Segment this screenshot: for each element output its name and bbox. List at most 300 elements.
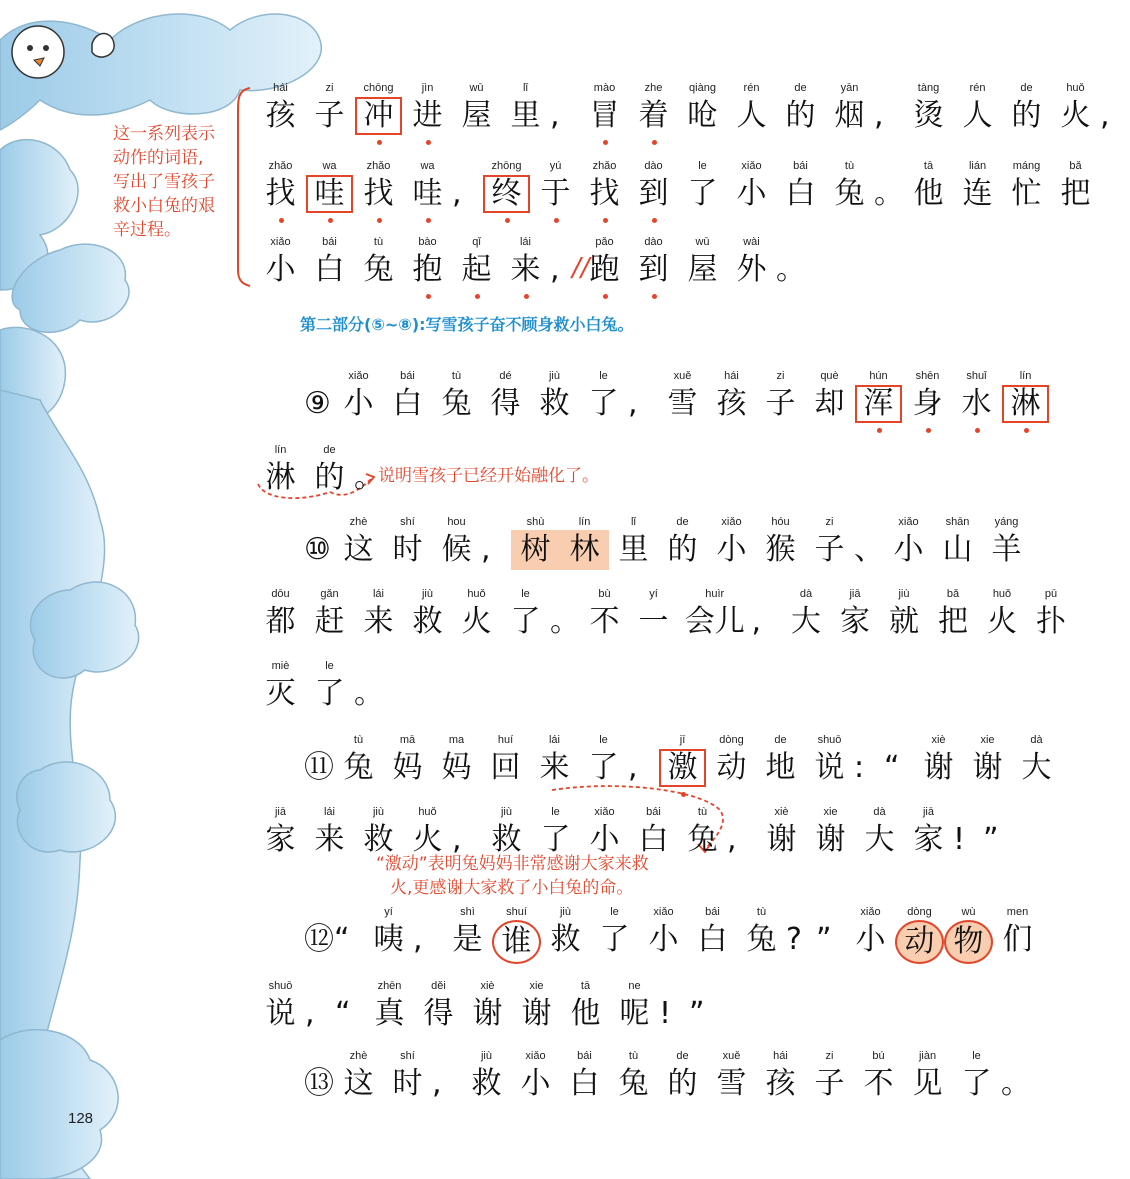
punctuation: ! <box>953 822 966 857</box>
punctuation: , <box>628 750 638 785</box>
emphasis-dot <box>554 218 559 223</box>
hanzi: 得 <box>423 996 454 1031</box>
hanzi: 冒 <box>589 98 620 133</box>
emphasis-dot <box>603 294 608 299</box>
emphasis-dot <box>877 428 882 433</box>
pinyin: lǐ <box>631 516 636 528</box>
hanzi: 了 <box>510 604 541 639</box>
hanzi: 动 <box>895 920 944 964</box>
hanzi: 见 <box>912 1066 943 1101</box>
hanzi: 树 <box>511 530 560 570</box>
punctuation: , <box>751 604 762 639</box>
hanzi: 激 <box>658 748 707 788</box>
hanzi: 谢 <box>972 750 1003 785</box>
pinyin: chōng <box>363 82 394 94</box>
hanzi: 来 <box>363 604 394 639</box>
pinyin: lái <box>323 806 335 818</box>
pinyin: jiā <box>849 588 861 600</box>
pinyin: zhǎo <box>366 160 391 172</box>
pinyin: wù <box>961 906 976 918</box>
section-heading: 第二部分(⑤~⑧):写雪孩子奋不顾身救小白兔。 <box>300 315 634 334</box>
pinyin: bào <box>418 236 437 248</box>
hanzi: 雪 <box>716 1066 747 1101</box>
pinyin: qǐ <box>472 236 481 248</box>
hanzi: 候 <box>441 532 472 567</box>
hanzi: 的 <box>785 98 816 133</box>
pinyin: bái <box>793 160 808 172</box>
pinyin: pū <box>1044 588 1058 600</box>
hanzi: 大 <box>1021 750 1052 785</box>
hanzi: 呢 <box>619 996 650 1031</box>
hanzi: 淋 <box>1001 384 1050 424</box>
pinyin: tù <box>756 906 767 918</box>
emphasis-dot <box>328 218 333 223</box>
hanzi: 哇 <box>305 174 354 214</box>
hanzi: 是 <box>452 922 483 957</box>
punctuation: “ <box>884 750 900 785</box>
punctuation: , <box>452 176 462 211</box>
hanzi: 了 <box>540 822 571 857</box>
punctuation: ” <box>689 996 705 1031</box>
pinyin: rén <box>743 82 760 94</box>
pinyin: zhēn <box>377 980 402 992</box>
pinyin: huǒ <box>418 806 437 818</box>
note-line: 写出了雪孩子 <box>113 172 215 192</box>
hanzi: 子 <box>314 98 345 133</box>
hanzi: 来 <box>314 822 345 857</box>
hanzi: 兔 <box>441 386 472 421</box>
hanzi: 火 <box>1060 98 1091 133</box>
hanzi: 真 <box>374 996 405 1031</box>
pinyin: shēn <box>915 370 940 382</box>
hanzi: 咦 <box>373 922 404 957</box>
hanzi: 这 <box>343 1066 374 1101</box>
punctuation: “ <box>335 996 351 1031</box>
hanzi: 大 <box>791 604 821 639</box>
pinyin: shuō <box>817 734 842 746</box>
hanzi: 就 <box>889 604 919 639</box>
pinyin: wài <box>743 236 760 248</box>
hanzi: 小 <box>648 922 679 957</box>
pinyin: bú <box>872 1050 885 1062</box>
pinyin: wa <box>322 160 337 172</box>
punctuation: 。 <box>354 676 384 711</box>
pinyin: xiǎo <box>348 370 369 382</box>
pinyin: wa <box>420 160 435 172</box>
pinyin: dōu <box>271 588 290 600</box>
hanzi: 兔 <box>687 822 718 857</box>
emphasis-dot <box>377 140 382 145</box>
pinyin: bái <box>400 370 415 382</box>
hanzi: 里 <box>618 532 649 567</box>
pinyin: shuí <box>506 906 527 918</box>
hanzi: 救 <box>363 822 394 857</box>
pinyin: zhǎo <box>592 160 617 172</box>
note-line: 动作的词语, <box>113 148 204 168</box>
pinyin: le <box>610 906 619 918</box>
pinyin: le <box>325 660 334 672</box>
pinyin: xiǎo <box>525 1050 546 1062</box>
pinyin: le <box>599 370 608 382</box>
pinyin: huǒ <box>467 588 486 600</box>
hanzi: 时 <box>392 532 423 567</box>
pinyin: huǒ <box>992 588 1012 600</box>
hanzi: 了 <box>961 1066 992 1101</box>
hanzi: 来 <box>510 252 541 287</box>
pinyin: shì <box>460 906 475 918</box>
emphasis-dot <box>505 218 510 223</box>
hanzi: 妈 <box>392 750 423 785</box>
hanzi: 赶 <box>314 604 345 639</box>
hanzi: 水 <box>961 386 992 421</box>
punctuation: , <box>550 252 560 287</box>
pinyin: shuǐ <box>966 370 987 382</box>
pinyin: hou <box>447 516 466 528</box>
pinyin: zhè <box>349 516 368 528</box>
punctuation: , <box>413 922 423 957</box>
hanzi: 救 <box>471 1066 502 1101</box>
pinyin: yí <box>649 588 658 600</box>
hanzi: 得 <box>490 386 521 421</box>
pinyin: lián <box>968 160 987 172</box>
pinyin: děi <box>431 980 446 992</box>
pinyin: tù <box>697 806 708 818</box>
melting-note: 说明雪孩子已经开始融化了。 <box>378 466 599 486</box>
pinyin: lín <box>274 444 287 456</box>
hanzi: 会儿 <box>684 604 745 639</box>
pinyin: zi <box>776 370 785 382</box>
punctuation: ? <box>786 922 802 957</box>
hanzi: 子 <box>814 532 845 567</box>
pinyin: tā <box>580 980 591 992</box>
hanzi: 白 <box>638 822 669 857</box>
hanzi: 谢 <box>472 996 503 1031</box>
pinyin: de <box>676 1050 689 1062</box>
pinyin: jiù <box>898 588 910 600</box>
hanzi: 兔 <box>343 750 374 785</box>
hanzi: 白 <box>785 176 816 211</box>
pinyin: xie <box>823 806 838 818</box>
pinyin: shuō <box>268 980 293 992</box>
pinyin: dòng <box>719 734 744 746</box>
pinyin: le <box>599 734 608 746</box>
pinyin: bǎ <box>946 588 960 600</box>
hanzi: 子 <box>765 386 796 421</box>
pinyin: jiù <box>548 370 560 382</box>
punctuation: , <box>1100 98 1110 133</box>
pinyin: xiǎo <box>721 516 742 528</box>
pinyin: xiè <box>480 980 495 992</box>
hanzi: 连 <box>962 176 993 211</box>
pinyin: jiā <box>922 806 934 818</box>
pinyin: jī <box>679 734 686 746</box>
punctuation: : <box>854 750 865 785</box>
hanzi: 们 <box>1002 922 1033 957</box>
hanzi: 到 <box>638 252 669 287</box>
pinyin: rén <box>969 82 986 94</box>
hanzi: 白 <box>314 252 345 287</box>
pinyin: dà <box>873 806 886 818</box>
hanzi: 屋 <box>461 98 492 133</box>
pinyin: wū <box>469 82 484 94</box>
pinyin: bái <box>646 806 661 818</box>
pinyin: jiù <box>480 1050 492 1062</box>
emphasis-dot <box>1024 428 1029 433</box>
punctuation: ” <box>983 822 999 857</box>
punctuation: , <box>550 98 560 133</box>
hanzi: 屋 <box>687 252 718 287</box>
note-line: 这一系列表示 <box>113 124 215 144</box>
pinyin: bǎ <box>1069 160 1082 172</box>
pinyin: dé <box>499 370 512 382</box>
hanzi: 谁 <box>492 920 541 964</box>
emphasis-dot <box>652 218 657 223</box>
hanzi: 的 <box>314 460 345 495</box>
pinyin: gǎn <box>320 588 339 600</box>
punctuation: ⑩ <box>304 532 331 567</box>
hanzi: 子 <box>814 1066 845 1101</box>
pinyin: xuě <box>722 1050 741 1062</box>
hanzi: 找 <box>363 176 394 211</box>
punctuation: , <box>432 1066 442 1101</box>
hanzi: 不 <box>589 604 620 639</box>
hanzi: 林 <box>560 530 609 570</box>
hanzi: 救 <box>412 604 443 639</box>
hanzi: 兔 <box>834 176 865 211</box>
pinyin: huǒ <box>1066 82 1085 94</box>
hanzi: 的 <box>667 1066 698 1101</box>
hanzi: 地 <box>765 750 796 785</box>
note-line: “激动”表明兔妈妈非常感谢大家来救 <box>376 854 649 874</box>
pinyin: le <box>551 806 560 818</box>
pinyin: miè <box>271 660 290 672</box>
hanzi: 猴 <box>765 532 796 567</box>
hanzi: 人 <box>962 98 993 133</box>
hanzi: 于 <box>540 176 571 211</box>
hanzi: 小 <box>716 532 747 567</box>
hanzi: 兔 <box>618 1066 649 1101</box>
pinyin: zi <box>325 82 334 94</box>
hanzi: 小 <box>589 822 620 857</box>
pinyin: tàng <box>917 82 940 94</box>
hanzi: 火 <box>461 604 492 639</box>
hanzi: 着 <box>638 98 669 133</box>
hanzi: 家 <box>840 604 870 639</box>
hanzi: 小 <box>265 252 296 287</box>
hanzi: 动 <box>716 750 747 785</box>
page-number: 128 <box>68 1110 94 1127</box>
pinyin: jìn <box>421 82 434 94</box>
paragraph-break-mark: // <box>572 253 590 283</box>
pinyin: zi <box>825 516 834 528</box>
emphasis-dot <box>926 428 931 433</box>
hanzi: 孩 <box>765 1066 796 1101</box>
pinyin: men <box>1006 906 1029 918</box>
hanzi: 他 <box>570 996 601 1031</box>
pinyin: xiǎo <box>594 806 615 818</box>
hanzi: 救 <box>550 922 581 957</box>
note-line: 辛过程。 <box>113 220 181 240</box>
pinyin: zhe <box>644 82 663 94</box>
hanzi: 物 <box>944 920 993 964</box>
hanzi: 不 <box>863 1066 894 1101</box>
pinyin: xiè <box>931 734 946 746</box>
hanzi: 孩 <box>716 386 747 421</box>
emphasis-dot <box>377 218 382 223</box>
pinyin: huí <box>497 734 514 746</box>
pinyin: bái <box>705 906 720 918</box>
pinyin: lái <box>519 236 531 248</box>
hanzi: 扑 <box>1036 604 1066 639</box>
hanzi: 里 <box>510 98 541 133</box>
punctuation: 。 <box>354 460 384 495</box>
pinyin: tù <box>628 1050 639 1062</box>
emphasis-dot <box>652 294 657 299</box>
emphasis-dot <box>603 140 608 145</box>
hanzi: 了 <box>314 676 345 711</box>
hanzi: 找 <box>265 176 296 211</box>
pinyin: zhǎo <box>268 160 293 172</box>
pinyin: zhè <box>349 1050 368 1062</box>
pinyin: de <box>774 734 787 746</box>
hanzi: 白 <box>392 386 423 421</box>
hanzi: 呛 <box>687 98 718 133</box>
hanzi: 起 <box>461 252 492 287</box>
hanzi: 却 <box>814 386 845 421</box>
pinyin: xiǎo <box>270 236 291 248</box>
pinyin: dòng <box>907 906 932 918</box>
hanzi: 浑 <box>854 384 903 424</box>
pinyin: bái <box>322 236 337 248</box>
hanzi: 羊 <box>991 532 1022 567</box>
pinyin: yí <box>384 906 393 918</box>
pinyin: jiù <box>559 906 571 918</box>
pinyin: shí <box>400 1050 415 1062</box>
hanzi: 小 <box>855 922 886 957</box>
hanzi: 跑 <box>589 252 620 287</box>
emphasis-dot <box>524 294 529 299</box>
hanzi: 说 <box>814 750 845 785</box>
hanzi: 山 <box>942 532 973 567</box>
pinyin: yān <box>840 82 859 94</box>
pinyin: le <box>972 1050 981 1062</box>
hanzi: 烟 <box>834 98 865 133</box>
pinyin: shù <box>526 516 545 528</box>
pinyin: huìr <box>705 588 725 600</box>
pinyin: tù <box>844 160 855 172</box>
emphasis-dot <box>426 140 431 145</box>
hanzi: 谢 <box>766 822 797 857</box>
punctuation: , <box>305 996 315 1031</box>
punctuation: “ <box>334 922 350 957</box>
hanzi: 烫 <box>913 98 944 133</box>
hanzi: 小 <box>520 1066 551 1101</box>
punctuation: , <box>727 822 737 857</box>
hanzi: 他 <box>913 176 944 211</box>
hanzi: 都 <box>265 604 296 639</box>
pinyin: pǎo <box>595 236 614 248</box>
pinyin: de <box>1020 82 1033 94</box>
pinyin: dào <box>644 236 663 248</box>
hanzi: 了 <box>687 176 718 211</box>
pinyin: jiàn <box>918 1050 937 1062</box>
hanzi: 小 <box>893 532 924 567</box>
pinyin: tā <box>923 160 934 172</box>
pinyin: yáng <box>994 516 1019 528</box>
pinyin: xiǎo <box>653 906 674 918</box>
hanzi: 的 <box>1011 98 1042 133</box>
punctuation: 、 <box>854 532 884 567</box>
punctuation: 。 <box>550 604 580 639</box>
pinyin: zi <box>825 1050 834 1062</box>
pinyin: qiàng <box>689 82 716 94</box>
punctuation: , <box>452 822 462 857</box>
pinyin: de <box>323 444 336 456</box>
pinyin: hún <box>869 370 888 382</box>
pinyin: lái <box>372 588 384 600</box>
hanzi: 的 <box>667 532 698 567</box>
hanzi: 终 <box>482 174 531 214</box>
hanzi: 把 <box>1060 176 1091 211</box>
punctuation: 。 <box>874 176 904 211</box>
hanzi: 妈 <box>441 750 472 785</box>
pinyin: xiǎo <box>741 160 762 172</box>
pinyin: hái <box>724 370 739 382</box>
pinyin: bái <box>577 1050 592 1062</box>
hanzi: 抱 <box>412 252 443 287</box>
pinyin: jiù <box>421 588 433 600</box>
pinyin: mā <box>399 734 416 746</box>
pinyin: xiǎo <box>898 516 919 528</box>
note-line: 火,更感谢大家救了小白兔的命。 <box>390 878 634 898</box>
pinyin: jiù <box>372 806 384 818</box>
hanzi: 外 <box>736 252 767 287</box>
hanzi: 小 <box>343 386 374 421</box>
hanzi: 白 <box>569 1066 600 1101</box>
pinyin: dào <box>644 160 663 172</box>
punctuation: ⑨ <box>304 386 331 421</box>
hanzi: 火 <box>987 604 1017 639</box>
pinyin: le <box>698 160 707 172</box>
pinyin: jiā <box>274 806 286 818</box>
pinyin: lín <box>578 516 591 528</box>
pinyin: tù <box>451 370 462 382</box>
punctuation: ⑬ <box>304 1066 334 1101</box>
pinyin: máng <box>1012 160 1041 172</box>
pinyin: xuě <box>673 370 692 382</box>
pinyin: lín <box>1019 370 1032 382</box>
pinyin: què <box>820 370 839 382</box>
emphasis-dot <box>475 294 480 299</box>
hanzi: 到 <box>638 176 669 211</box>
hanzi: 兔 <box>746 922 777 957</box>
hanzi: 把 <box>938 604 968 639</box>
hanzi: 说 <box>265 996 296 1031</box>
pinyin: mào <box>593 82 616 94</box>
hanzi: 兔 <box>363 252 394 287</box>
hanzi: 忙 <box>1011 176 1042 211</box>
pinyin: dà <box>1030 734 1043 746</box>
pinyin: tù <box>353 734 364 746</box>
punctuation: 。 <box>776 252 806 287</box>
hanzi: 找 <box>589 176 620 211</box>
emphasis-dot <box>426 294 431 299</box>
pinyin: xiǎo <box>860 906 881 918</box>
pinyin: ne <box>628 980 641 992</box>
note-line: 救小白兔的艰 <box>113 196 215 216</box>
emphasis-dot <box>975 428 980 433</box>
pinyin: lái <box>548 734 560 746</box>
